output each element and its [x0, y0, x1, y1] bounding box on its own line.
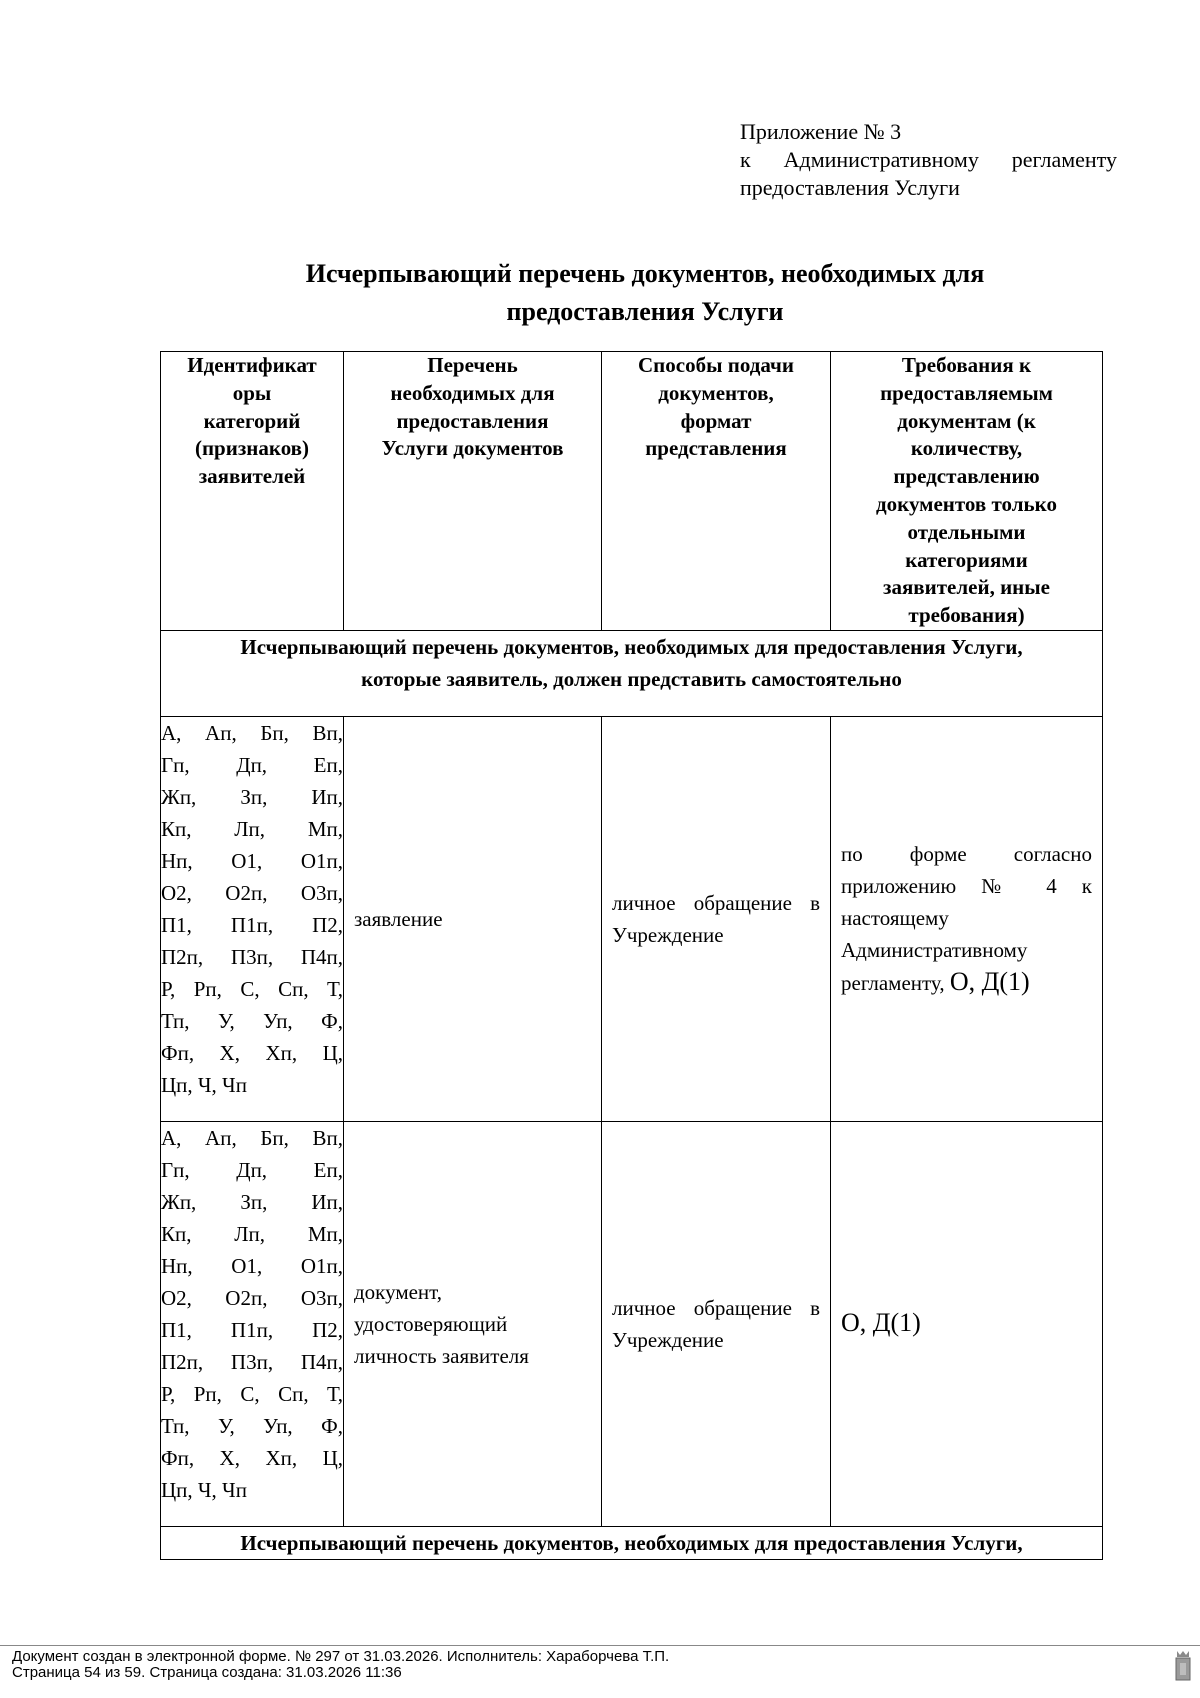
requirement-code: О, Д(1)	[841, 1308, 921, 1338]
requirement-code: О, Д(1)	[949, 967, 1030, 997]
documents-table	[160, 351, 1103, 1560]
coat-of-arms-icon	[1173, 1649, 1193, 1683]
footer-divider	[0, 1645, 1200, 1646]
applicant-categories-cell: А, Ап, Бп, Вп, Гп, Дп, Еп, Жп, Зп, Ип, Кп, Лп, Мп, Нп, О1, О1п, О2, О2п, О3п, П1, П1п, П2, П2п, П3п, П4п, Р, Рп, С, Сп, Т, Тп, У, Уп, Ф, Фп, Х, Хп, Ц, Цп, Ч, Чп	[161, 716, 344, 1121]
appendix-reference: к Административному регламенту	[740, 147, 1117, 172]
requirements-cell: по форме согласно приложению № 4 к настоящему Административному регламенту, О, Д(1)	[831, 716, 1103, 1121]
requirements-cell	[831, 1121, 1103, 1526]
document-name-cell: документ, удостоверяющий личность заявителя	[344, 1121, 602, 1526]
appendix-block	[740, 118, 1117, 202]
document-name-cell: заявление	[344, 716, 602, 1121]
appendix-number: Приложение № 3	[740, 119, 902, 144]
appendix-subject: предоставления Услуги	[740, 175, 960, 200]
section-row	[161, 1526, 1103, 1559]
section-heading-continued: Исчерпывающий перечень документов, необходимых для предоставления Услуги,	[161, 1526, 1103, 1559]
table-row	[161, 1121, 1103, 1526]
header-applicant-categories: Идентификат оры категорий (признаков) заявителей	[161, 352, 344, 631]
submission-method-cell: личное обращение в Учреждение	[602, 1121, 831, 1526]
footer-page-info: Страница 54 из 59. Страница создана: 31.03.2026 11:36	[12, 1664, 402, 1681]
title-line-1: Исчерпывающий перечень документов, необходимых для	[305, 259, 985, 288]
section-row	[161, 630, 1103, 716]
table-header-row	[161, 352, 1103, 631]
document-title	[160, 255, 1130, 331]
table-row	[161, 716, 1103, 1121]
submission-method-cell: личное обращение в Учреждение	[602, 716, 831, 1121]
title-line-2: предоставления Услуги	[506, 297, 784, 326]
page-footer	[12, 1649, 669, 1681]
header-requirements: Требования к предоставляемым документам (к количеству, представлению документов только отдельными категориями заявителей, иные требования)	[831, 352, 1103, 631]
footer-document-info: Документ создан в электронной форме. № 297 от 31.03.2026. Исполнитель: Харaборчева Т.П.	[12, 1648, 670, 1665]
header-documents-list: Перечень необходимых для предоставления Услуги документов	[344, 352, 602, 631]
applicant-categories-cell: А, Ап, Бп, Вп, Гп, Дп, Еп, Жп, Зп, Ип, Кп, Лп, Мп, Нп, О1, О1п, О2, О2п, О3п, П1, П1п, П2, П2п, П3п, П4п, Р, Рп, С, Сп, Т, Тп, У, Уп, Ф, Фп, Х, Хп, Ц, Цп, Ч, Чп	[161, 1121, 344, 1526]
header-submission-methods: Способы подачи документов, формат представления	[602, 352, 831, 631]
section-heading-self-submitted: Исчерпывающий перечень документов, необходимых для предоставления Услуги, которые заявитель, должен представить самостоятельно	[161, 630, 1103, 716]
